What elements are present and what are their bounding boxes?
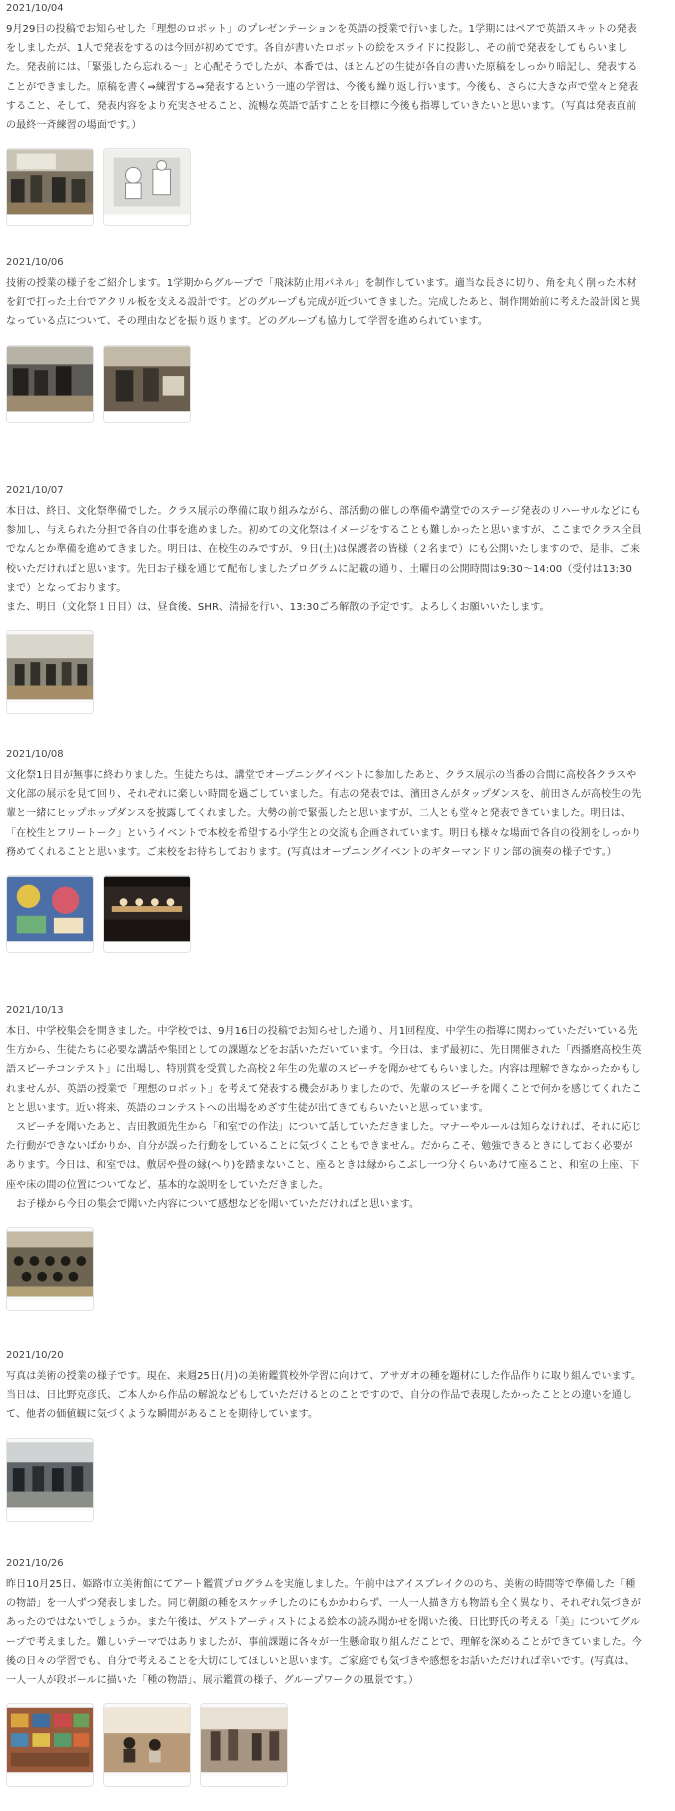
entry-date: 2021/10/20 [6, 1350, 64, 1361]
entry-thumbnails [6, 1438, 642, 1522]
assembly-photo-icon [7, 1228, 93, 1300]
thumbnail-link[interactable] [103, 875, 191, 953]
entry-date: 2021/10/04 [6, 3, 64, 14]
thumbnail-link[interactable] [200, 1703, 288, 1787]
thumbnail-link[interactable] [6, 1438, 94, 1522]
blog-entry [6, 484, 642, 714]
blog-entry [6, 256, 642, 423]
art-class-photo-icon [7, 1439, 93, 1511]
entry-thumbnails [6, 148, 642, 226]
thumbnail-link[interactable] [103, 1703, 191, 1787]
stage-photo-icon [104, 876, 190, 942]
thumbnail-link[interactable] [6, 1703, 94, 1787]
thumbnail-link[interactable] [6, 1227, 94, 1311]
entry-thumbnails [6, 1227, 642, 1311]
thumbnail-link[interactable] [103, 148, 191, 226]
entry-body: 文化祭1日目が無事に終わりました。生徒たちは、講堂でオープニングイベントに参加したあと、クラス展示の当番の合間に高校各クラスや文化部の展示を見て回り、それぞれに楽しい時間を過ごしていました。有志の発表では、濱田さんがタップダンスを、前田さんが高校生の先輩と一緒にヒップホップダンスを披露してくれました。大勢の前で緊張したと思いますが、二人とも堂々と発表できていました。明日は、「在校生とフリートーク」というイベントで本校を希望する小学生との交流も企画されています。明日も様々な場面で各自の役割をしっかり務めてくれることと思います。ご来校をお待ちしております。(写真はオープニングイベントのギターマンドリン部の演奏の様子です。） [6, 770, 642, 858]
entry-thumbnails [6, 875, 642, 953]
entry-date: 2021/10/06 [6, 257, 64, 268]
workshop-photo-icon [7, 346, 93, 412]
entry-body: 本日は、終日、文化祭準備でした。クラス展示の準備に取り組みながら、部活動の催しの準備や講堂でのステージ発表のリハーサルなどにも参加し、与えられた分担で各自の仕事を進めました。初めての文化祭はイメージをすることも難しかったと思いますが、ここまでクラス全員でなんとか準備を進めてきました。明日は、在校生のみですが、９日(土)は保護者の皆様（２名まで）にも公開いたしますので、是非、ご来校いただければと思います。先日お子様を通じて配布しましたプログラムに記載の通り、土曜日の公開時間は9:30～14:00（受付は13:30まで）となっております。 また、明日（文化祭１日目）は、昼食後、SHR、清掃を行い、13:30ごろ解散の予定です。よろしくお願いいたします。 [6, 506, 642, 614]
entry-body: 写真は美術の授業の様子です。現在、来週25日(月)の美術鑑賞校外学習に向けて、アサガオの種を題材にした作品作りに取り組んでいます。当日は、日比野克彦氏、ご本人から作品の解説などもしていただけるとのことですので、自分の作品で表現したかったこととの違いを通して、他者の価値観に気づくような瞬間があることを期待しています。 [6, 1371, 642, 1421]
robot-drawing-photo-icon [104, 149, 190, 215]
entry-thumbnails [6, 1703, 642, 1787]
blog-entry [6, 1004, 642, 1311]
blog-entry [6, 1349, 642, 1522]
thumbnail-link[interactable] [6, 345, 94, 423]
entry-date: 2021/10/07 [6, 485, 64, 496]
exhibit-photo-icon [7, 876, 93, 942]
entry-thumbnails [6, 345, 642, 423]
blog-entry [6, 1557, 642, 1787]
thumbnail-link[interactable] [6, 630, 94, 714]
thumbnail-link[interactable] [6, 875, 94, 953]
entry-date: 2021/10/13 [6, 1005, 64, 1016]
entry-body: 本日、中学校集会を開きました。中学校では、9月16日の投稿でお知らせした通り、月1回程度、中学生の指導に関わっていただいている先生方から、生徒たちに必要な講話や集団としての課題などをお話いただいています。今日は、まず最初に、先日開催された「西播磨高校生英語スピーチコンテスト」に出場し、特別賞を受賞した高校２年生の先輩のスピーチを聞かせてもらいました。内容は理解できなかったかもしれませんが、英語の授業で「理想のロボット」を考えて発表する機会がありましたので、先輩のスピーチを聞くことで何かを感じてくれたことと思います。近い将来、英語のコンテストへの出場をめざす生徒が出てきてもらいたいと思っています。 スピーチを聞いたあと、吉田教頭先生から「和室での作法」について話していただきました。マナーやルールは知らなければ、それに応じた行動ができないばかりか、自分が誤った行動をしていることに気づくこともできません。だからこそ、勉強できるときにしておく必要があります。今日は、和室では、敷居や畳の縁(へり)を踏まないこと、座るときは縁からこぶし一つ分くらいあけて座ること、和室の上座、下座や床の間の位置についてなど、基本的な説明をしていただきました。 お子様から今日の集会で聞いた内容について感想などを聞いていただければと思います。 [6, 1026, 642, 1210]
entry-date: 2021/10/08 [6, 749, 64, 760]
museum-photo-icon [104, 1704, 190, 1776]
entry-thumbnails [6, 630, 642, 714]
thumbnail-link[interactable] [6, 148, 94, 226]
entry-date: 2021/10/26 [6, 1558, 64, 1569]
blog-entry [6, 2, 642, 226]
classroom-photo-icon [7, 631, 93, 703]
group-work-photo-icon [201, 1704, 287, 1776]
cardboard-art-photo-icon [7, 1704, 93, 1776]
entry-body: 技術の授業の様子をご紹介します。1学期からグループで「飛沫防止用パネル」を制作しています。適当な長さに切り、角を丸く削った木材を釘で打った土台でアクリル板を支える設計です。どのグループも完成が近づいてきました。完成したあと、制作開始前に考えた設計図と異なっている点について、その理由などを振り返ります。どのグループも協力して学習を進められています。 [6, 278, 641, 328]
workshop-photo-icon [104, 346, 190, 412]
entry-body: 昨日10月25日、姫路市立美術館にてアート鑑賞プログラムを実施しました。午前中はアイスブレイクののち、美術の時間等で準備した「種の物語」を一人ずつ発表しました。同じ朝顔の種をスケッチしたのにもかかわらず、一人一人描き方も物語も全く異なり、それぞれ気づきがあったのではないでしょうか。また午後は、ゲストアーティストによる絵本の読み聞かせを聞いた後、日比野氏の考える「美」についてグループで考えました。難しいテーマではありましたが、事前課題に各々が一生懸命取り組んだことで、理解を深めることができていました。今後の日々の学習でも、自分で考えることを大切にしてほしいと思います。ご家庭でも気づきや感想をお話いただければ幸いです。(写真は、一人一人が段ボールに描いた「種の物語」、展示鑑賞の様子、グループワークの風景です。） [6, 1579, 642, 1687]
classroom-photo-icon [7, 149, 93, 215]
entry-body: 9月29日の投稿でお知らせした「理想のロボット」のプレゼンテーションを英語の授業で行いました。1学期にはペアで英語スキットの発表をしましたが、1人で発表をするのは今回が初めてです。各自が書いたロボットの絵をスライドに投影し、その前で発表をしてもらいました。発表前には、「緊張したら忘れる～」と心配そうでしたが、本番では、ほとんどの生徒が各自の書いた原稿をしっかり暗記し、発表することができました。原稿を書く⇒練習する⇒発表するという一連の学習は、今後も繰り返し行います。今後も、さらに大きな声で堂々と発表すること、そして、発表内容をより充実させること、流暢な英語で話すことを目標に今後も指導していきたいと思います。（写真は発表直前の最終一斉練習の場面です。） [6, 24, 639, 132]
blog-entry [6, 748, 642, 953]
thumbnail-link[interactable] [103, 345, 191, 423]
